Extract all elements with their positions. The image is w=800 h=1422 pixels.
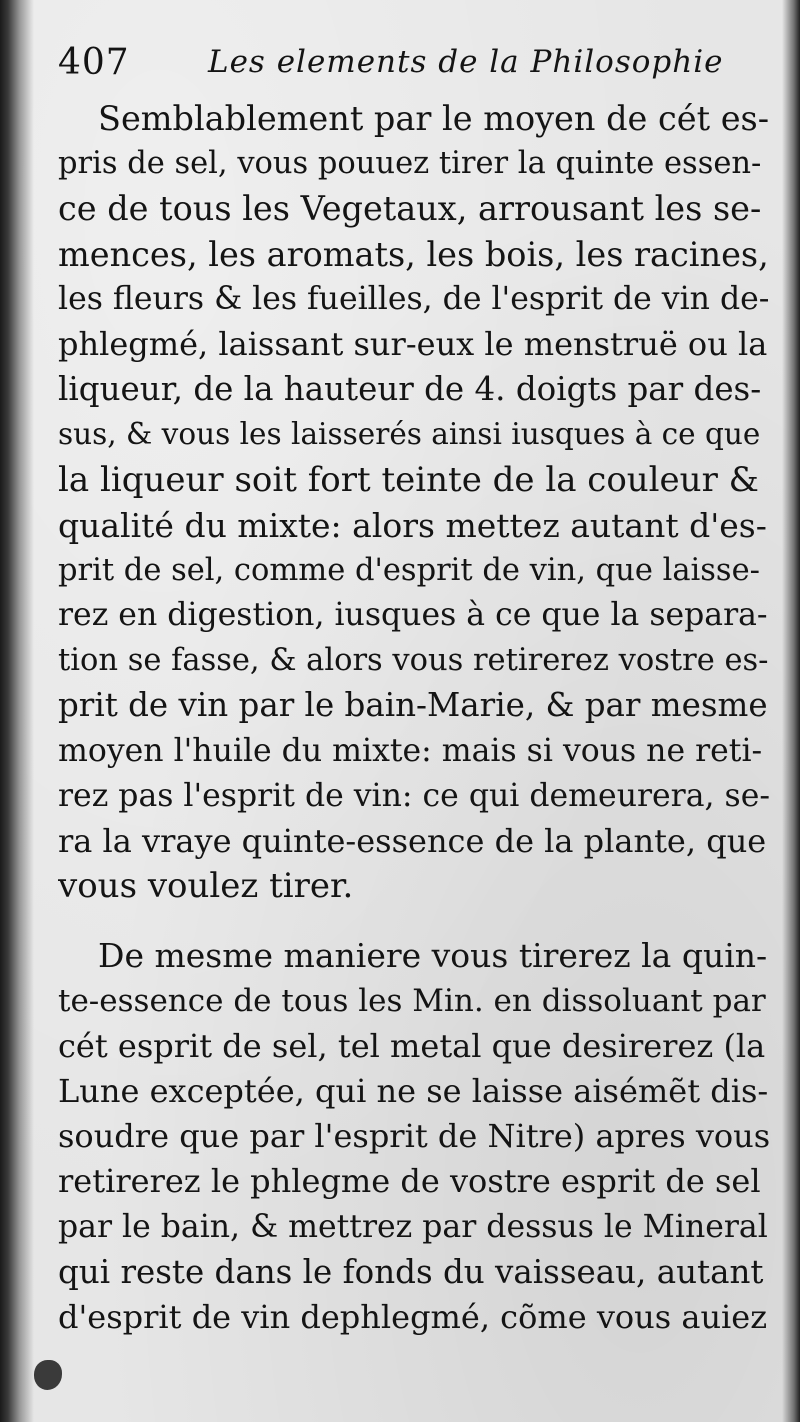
text-line: qualité du mixte: alors mettez autant d'es-	[58, 505, 767, 545]
text-line: cét esprit de sel, tel metal que desirerez (la	[58, 1026, 766, 1065]
text-line: vous voulez tirer.	[58, 866, 354, 907]
page-number: 407	[58, 42, 130, 83]
text-line: Semblablement par le moyen de cét es-	[98, 99, 770, 138]
text-line: d'esprit de vin dephlegmé, cõme vous auiez	[58, 1297, 768, 1336]
text-line: sus, & vous les laisserés ainsi iusques à ce que	[58, 417, 761, 452]
ink-blot	[34, 1360, 62, 1390]
running-title: Les elements de la Philosophie	[208, 44, 724, 80]
text-line: te-essence de tous les Min. en dissoluant par	[58, 982, 766, 1019]
text-line: soudre que par l'esprit de Nitre) apres vous	[58, 1117, 770, 1156]
text-line: rez pas l'esprit de vin: ce qui demeurera, se-	[58, 777, 770, 814]
text-line: phlegmé, laissant sur-eux le menstruë ou la	[58, 324, 768, 363]
text-line: retirerez le phlegme de vostre esprit de sel	[58, 1162, 761, 1201]
body-text	[58, 96, 770, 1340]
text-line: pris de sel, vous pouuez tirer la quinte essen-	[58, 146, 762, 182]
text-line: moyen l'huile du mixte: mais si vous ne reti-	[58, 732, 763, 769]
text-line: qui reste dans le fonds du vaisseau, autant	[58, 1252, 764, 1291]
text-line: De mesme maniere vous tirerez la quin-	[98, 936, 768, 976]
page-gutter-shadow	[0, 0, 34, 1422]
text-line: mences, les aromats, les bois, les racines,	[58, 234, 769, 274]
text-line: les fleurs & les fueilles, de l'esprit de vin de-	[58, 280, 770, 317]
page-edge-shadow	[782, 0, 800, 1422]
text-line: tion se fasse, & alors vous retirerez vostre es-	[58, 643, 769, 679]
paragraph-gap	[58, 909, 770, 933]
text-line: Lune exceptée, qui ne se laisse aisémẽt dis-	[58, 1071, 769, 1110]
text-line: ce de tous les Vegetaux, arrousant les se-	[58, 189, 762, 229]
text-line: rez en digestion, iusques à ce que la separa-	[58, 597, 768, 634]
text-line: ra la vraye quinte-essence de la plante, que	[58, 822, 767, 860]
text-line: prit de vin par le bain-Marie, & par mesme	[58, 686, 768, 725]
text-line: la liqueur soit fort teinte de la couleur &	[58, 459, 759, 500]
text-line: liqueur, de la hauteur de 4. doigts par des-	[58, 370, 762, 409]
text-line: prit de sel, comme d'esprit de vin, que laisse-	[58, 552, 760, 588]
page-header	[58, 40, 758, 90]
text-line: par le bain, & mettrez par dessus le Mineral	[58, 1208, 768, 1245]
